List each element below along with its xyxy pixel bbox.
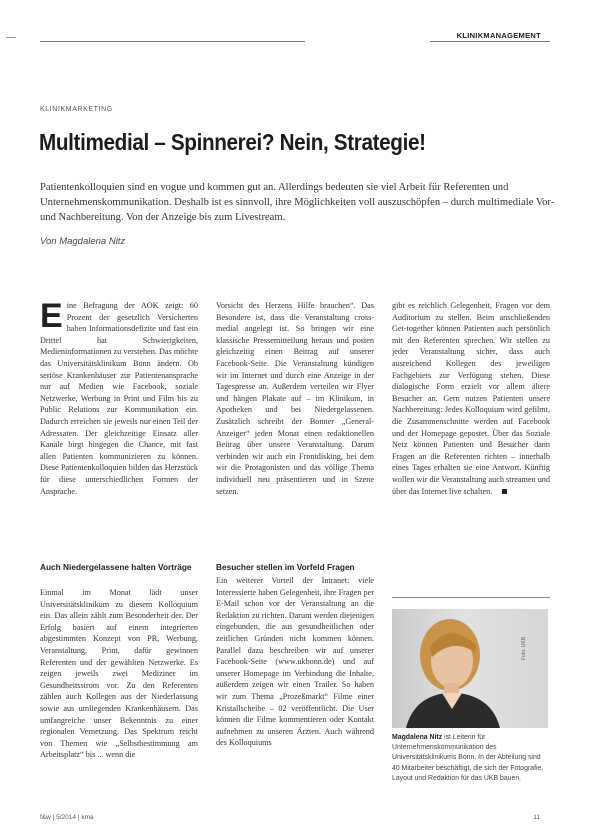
header-rule-right <box>430 41 550 42</box>
caption-text: ist Leiterin für Unternehmenskommunikation des Universitätsklinikums Bonn. In der Abteilung sind 40 Mitarbeiter beschäftigt, die sich der Fotografie, Layout und Redaktion für das UKB bauen. <box>392 734 544 782</box>
section-label: KLINIKMANAGEMENT <box>456 31 541 40</box>
footer-issue: f&w | 5/2014 | kma <box>40 814 94 821</box>
column-1-bottom <box>40 587 198 809</box>
author-photo <box>392 609 548 728</box>
byline: Von Magdalena Nitz <box>40 236 126 247</box>
column-2-text-2: Ein weiterer Vorteil der Intranet: viele Interessierte haben Gelegenheit, ihre Fragen per E-Mail schon vor der Veranstaltung an die Redaktion zu richten. Darum werden diejenigen eingebunden, die aus gesundheitlichen oder zeitlichen Gründen nicht kommen können. Parallel dazu beschreiben wir auf unserer Facebook-Seite (www.ukbonn.de) und auf unserer Homepage im Verbindung die Inhalte, außerdem zeigen wir einen Trailer. So haben wir zum Thema „Prozeßmarkt“ Filme einer Kristallscheibe – 02 veröffentlicht. Die User können die Filme kommentieren oder Kontakt aufnehmen zu unseren Ärzten. Auch während des Kolloquiums <box>216 576 374 748</box>
crop-mark <box>6 37 16 38</box>
subheading-1: Auch Niedergelassene halten Vorträge <box>40 562 192 572</box>
portrait-image <box>392 609 548 728</box>
column-3 <box>392 300 550 562</box>
column-2-top <box>216 300 374 548</box>
column-1-top <box>40 300 198 556</box>
photo-credit: Foto: UKB <box>521 636 527 660</box>
dropcap: E <box>40 300 63 335</box>
page-number: 11 <box>533 814 540 821</box>
column-1-text: ine Befragung der AOK zeigt: 60 Prozent der gesetzlich Versicherten haben Informationsdefizite und fast ein Drittel hat Schwierigkeiten, Medieninformationen zu verstehen. Das möchte das Universitätsklinikum Bonn ändern. Ob seriöse Krankenhäuser zur Patientenansprache nur auf Medien wie Facebook, soziale Netzwerke, Werbung in Print und Film bis zu Public Relations zur Kommunikation ein. Dadurch erreichen sie jeweils nur einen Teil der Adressaten. Der gleichzeitige Einsatz aller Kanäle birgt hingegen die Chance, mit fast allen Patienten kommunizieren zu können. Diese Patientenkolloquien bilden das Herzstück für diese unterschiedlichen Formen der Ansprache. <box>40 301 198 496</box>
photo-rule <box>392 597 550 598</box>
column-3-paragraph <box>392 300 550 497</box>
header-rule-left <box>40 41 305 42</box>
column-2-bottom <box>216 575 374 809</box>
column-1-paragraph <box>40 300 198 497</box>
kicker: KLINIKMARKETING <box>40 106 113 113</box>
caption-name: Magdalena Nitz <box>392 734 443 741</box>
end-mark-icon <box>502 489 507 494</box>
subheading-2: Besucher stellen im Vorfeld Fragen <box>216 562 355 572</box>
column-1-text-2: Einmal im Monat lädt unser Universitätsklinikum zu diesem Kolloquium ein. Das allein zählt zum Besonderheit der. Der Erfolg basiert auf einem integrierten abgestimmten Konzept von PR, Werbung, Veranstaltung, Print, dafür gewinnen Referenten und der gewählten Netzwerke. Es zeigen jeweils zwei Mediziner im Gesundheitsstrom vor. Zu den Referenten zählen auch Kollegen aus der Niederlassung sowie aus umliegenden Krankenhäusern. Das umfangreiche unser Bekenntnis zu einer regionalen Vernetzung. Das Spektrum reicht von Themen wie „Selbstbestimmung am Arbeitsplatz“ bis ... wenn die <box>40 588 198 760</box>
lead-paragraph: Patientenkolloquien sind en vogue und kommen gut an. Allerdings bedeuten sie viel Arbeit für Referenten und Unternehmenskommunikation. Deshalb ist es sinnvoll, ihre Möglichkeiten voll auszuschöpfen – durch multimediale Vor- und Nachbereitung. Von der Anzeige bis zum Livestream. <box>40 182 555 223</box>
photo-caption <box>392 733 550 784</box>
headline: Multimedial – Spinnerei? Nein, Strategie! <box>39 129 426 155</box>
column-3-text: gibt es reichlich Gelegenheit, Fragen vor dem Auditorium zu stellen. Beim anschließenden Get-together können Patienten auch persönlich mit den Referenten sprechen. Wir stellen zu jeder Veranstaltung sicher, dass auch ausreichend Kollegen des jeweiligen Fachgebiets zur Verfügung stehen. Diese dialogische Form erzielt vor allem ältere Besucher an. Gern nutzen Patienten unsere Nachbereitung: Jedes Kolloquium wird gefilmt, die Zusammenschnitte werden auf Facebook und der Homepage gepostet. Über das Soziale Netz können Patienten und Besucher dann Fragen an die Referenten richten – innerhalb eines Tages erhalten sie eine Antwort. Künftig wollen wir die Veranstaltung auch streamen und über das Internet live schalten. <box>392 301 550 496</box>
column-2-text: Vorsicht des Herzens Hilfe brauchen“. Das Besondere ist, dass die Veranstaltung cross-medial angelegt ist. So bringen wir eine klassische Pressemitteilung heraus und posten gleichzeitig einen Beitrag auf unserer Facebook-Seite. Die Veranstaltung kündigen wir im Internet und durch eine Anzeige in der Tagespresse an. Außerdem verteilen wir Flyer und hängen Plakate auf – im Klinikum, in Apotheken und bei Niedergelassenen. Zusätzlich schreibt der Bonner „General-Anzeiger“ jeden Monat einen redaktionellen Beitrag über unsere Veranstaltung. Darum verbinden wir auch ein Frontdisking, bei dem wir die Protagonisten und das völlige Thema individuell neu präsentieren und in Szene setzen. <box>216 301 374 496</box>
